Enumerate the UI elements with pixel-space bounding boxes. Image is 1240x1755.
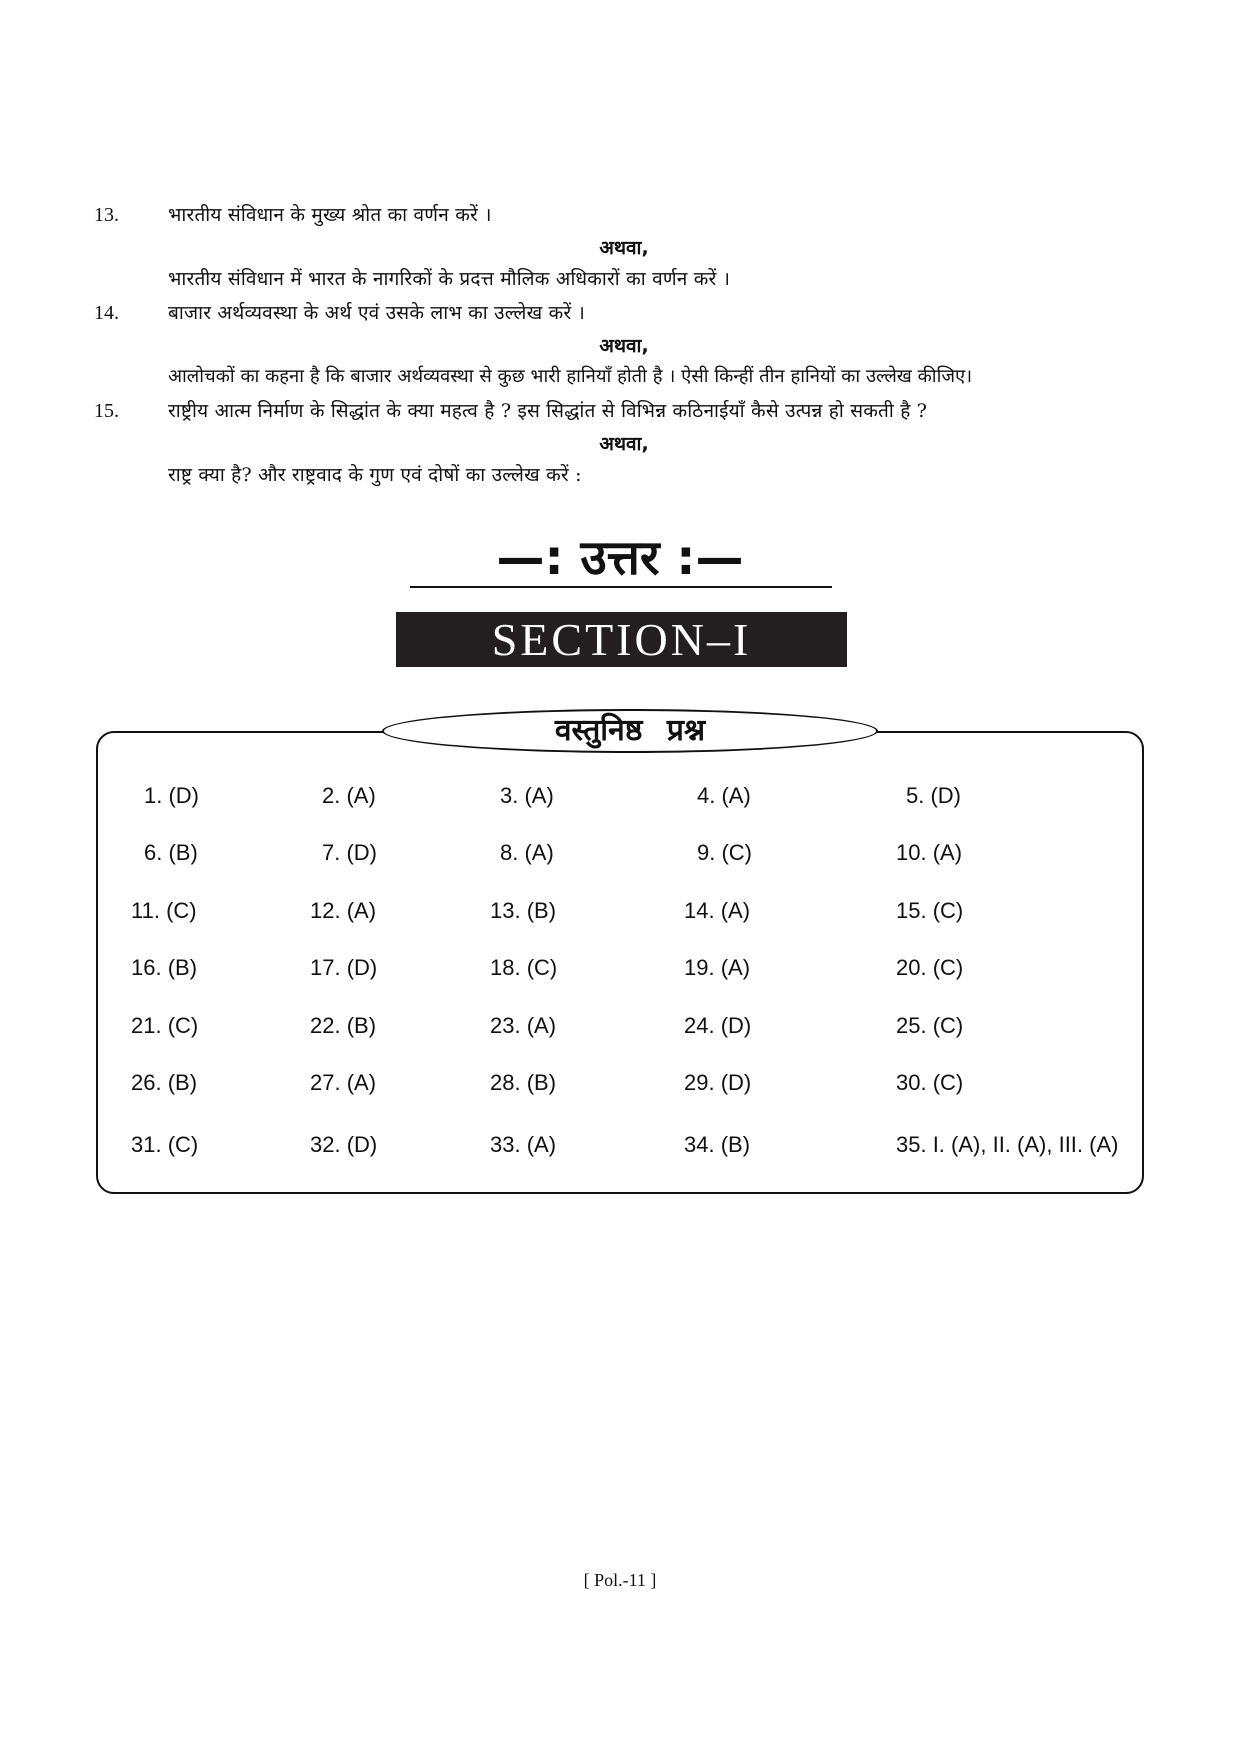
answer-item: 34. (B)	[684, 1132, 751, 1157]
question-number: 14.	[94, 302, 119, 324]
answer-item: 21. (C)	[131, 1013, 199, 1038]
question-number: 13.	[94, 204, 119, 226]
alternate-question-text: भारतीय संविधान में भारत के नागरिकों के प्रदत्त मौलिक अधिकारों का वर्णन करें ।	[168, 268, 731, 290]
answers-heading-text: —: उत्तर :—	[496, 530, 744, 586]
answer-item: 18. (C)	[490, 955, 558, 980]
answer-item: 15. (C)	[896, 898, 964, 923]
alternate-question-text: राष्ट्र क्या है? और राष्ट्रवाद के गुण एवं दोषों का उल्लेख करें :	[168, 464, 582, 486]
answer-item: 2. (A)	[322, 783, 376, 808]
page-footer: [ Pol.-11 ]	[583, 1570, 657, 1590]
answer-item: 6. (B)	[144, 840, 198, 865]
answer-item: 9. (C)	[697, 840, 752, 865]
objective-questions-label: वस्तुनिष्ठ प्रश्न	[382, 709, 878, 753]
or-label: अथवा,	[599, 433, 649, 455]
answer-item: 13. (B)	[490, 898, 557, 923]
answer-item: 29. (D)	[684, 1070, 752, 1095]
answer-item: 7. (D)	[322, 840, 377, 865]
answer-item: 31. (C)	[131, 1132, 199, 1157]
answer-item: 33. (A)	[490, 1132, 557, 1157]
answer-item: 11. (C)	[131, 898, 197, 923]
question-text: भारतीय संविधान के मुख्य श्रोत का वर्णन करें ।	[168, 204, 492, 226]
answer-item: 20. (C)	[896, 955, 964, 980]
answer-item: 28. (B)	[490, 1070, 557, 1095]
answer-item: 17. (D)	[310, 955, 378, 980]
answer-item: 26. (B)	[131, 1070, 198, 1095]
question-text: राष्ट्रीय आत्म निर्माण के सिद्धांत के क्या महत्व है ? इस सिद्धांत से विभिन्न कठिनाईयाँ कैसे उत्पन्न हो सकती है ?	[168, 400, 928, 422]
answer-item: 30. (C)	[896, 1070, 964, 1095]
answer-item: 14. (A)	[684, 898, 751, 923]
answer-item: 10. (A)	[896, 840, 963, 865]
answer-item: 16. (B)	[131, 955, 198, 980]
answer-item: 27. (A)	[310, 1070, 377, 1095]
alternate-question-text: आलोचकों का कहना है कि बाजार अर्थव्यवस्था से कुछ भारी हानियाँ होती है । ऐसी किन्हीं तीन हानियों का उल्लेख कीजिए।	[168, 366, 973, 387]
answer-item: 23. (A)	[490, 1013, 557, 1038]
answer-item: 24. (D)	[684, 1013, 752, 1038]
answer-item: 32. (D)	[310, 1132, 378, 1157]
answers-heading	[410, 528, 830, 588]
answer-item: 35. I. (A), II. (A), III. (A)	[896, 1132, 1119, 1157]
answer-item: 5. (D)	[906, 783, 961, 808]
answer-item: 3. (A)	[500, 783, 554, 808]
answer-item: 8. (A)	[500, 840, 554, 865]
question-text: बाजार अर्थव्यवस्था के अर्थ एवं उसके लाभ का उल्लेख करें ।	[168, 302, 585, 324]
answer-key-box	[96, 731, 1144, 1194]
answer-item: 12. (A)	[310, 898, 377, 923]
heading-underline	[410, 586, 832, 588]
answer-item: 1. (D)	[144, 783, 199, 808]
answer-item: 19. (A)	[684, 955, 751, 980]
answer-item: 22. (B)	[310, 1013, 377, 1038]
or-label: अथवा,	[599, 237, 649, 259]
section-label: SECTION–I	[396, 612, 847, 667]
or-label: अथवा,	[599, 335, 649, 357]
question-number: 15.	[94, 400, 119, 422]
answer-item: 25. (C)	[896, 1013, 964, 1038]
answer-item: 4. (A)	[697, 783, 751, 808]
